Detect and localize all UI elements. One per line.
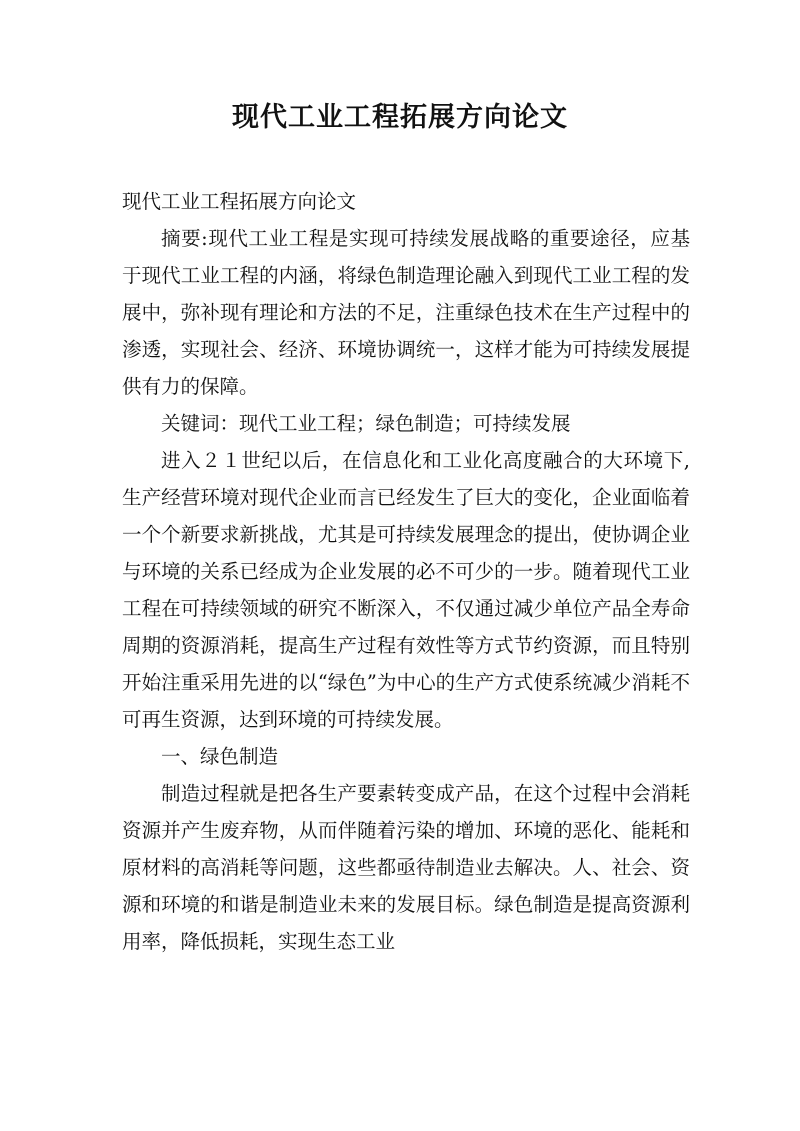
section-heading-green-manufacturing: 一、绿色制造 [161, 745, 279, 768]
document-body [122, 183, 690, 960]
abstract-paragraph: 摘要:现代工业工程是实现可持续发展战略的重要途径，应基于现代工业工程的内涵，将绿色制造理论融入到现代工业工程的发展中，弥补现有理论和方法的不足，注重绿色技术在生产过程中的渗透，实现社会、经济、环境协调统一，这样才能为可持续发展提供有力的保障。 [122, 227, 690, 398]
document-title: 现代工业工程拓展方向论文 [232, 102, 568, 133]
body-paragraph-1: 进入２１世纪以后，在信息化和工业化高度融合的大环境下,生产经营环境对现代企业而言已经发生了巨大的变化，企业面临着一个个新要求新挑战，尤其是可持续发展理念的提出，使协调企业与环境的关系已经成为企业发展的必不可少的一步。随着现代工业工程在可持续领域的研究不断深入，不仅通过减少单位产品全寿命周期的资源消耗，提高生产过程有效性等方式节约资源，而且特别开始注重采用先进的以“绿色”为中心的生产方式使系统减少消耗不可再生资源，达到环境的可持续发展。 [122, 449, 690, 731]
body-paragraph-2: 制造过程就是把各生产要素转变成产品，在这个过程中会消耗资源并产生废弃物，从而伴随着污染的增加、环境的恶化、能耗和原材料的高消耗等问题，这些都亟待制造业去解决。人、社会、资源和环境的和谐是制造业未来的发展目标。绿色制造是提高资源利用率，降低损耗，实现生态工业 [122, 782, 690, 953]
keywords-line: 关键词：现代工业工程；绿色制造；可持续发展 [161, 412, 571, 435]
document-subtitle: 现代工业工程拓展方向论文 [122, 190, 357, 213]
